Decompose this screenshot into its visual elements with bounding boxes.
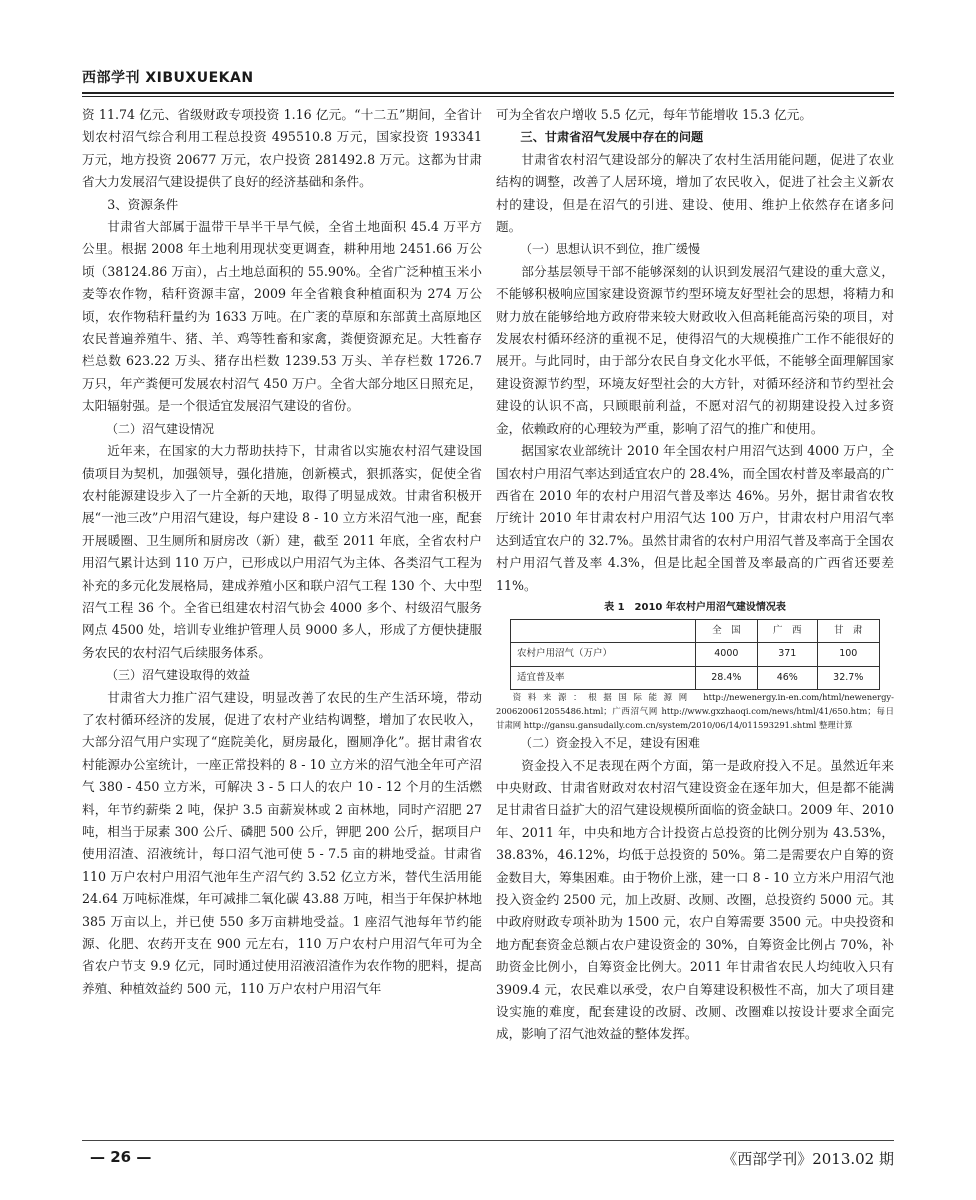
table-header-cell: 全 国: [695, 619, 757, 642]
table-source-note: 资料来源：根据国际能源网 http://newenergy.in-en.com/html/newenergy-2006200612055486.html；广西沼气网 http://www.gxzhaoqi.com/news/html/41/650.htm；每日甘肃网 http://gansu.gansudaily.com.cn/system/2010/06/14/011593291.shtml 整理计算: [496, 692, 894, 731]
subsection-heading: （二）沼气建设情况: [106, 421, 215, 436]
table-cell: 28.4%: [695, 666, 757, 689]
subsection-heading: （二）资金投入不足，建设有困难: [520, 736, 701, 751]
paragraph: 甘肃省大部属于温带干旱半干旱气候，全省土地面积 45.4 万平方公里。根据 2008 年土地利用现状变更调查，耕种用地 2451.66 万公顷（38124.86 万亩），占土地总面积的 55.90%。全省广泛种植玉米小麦等农作物，秸秆资源丰富，2009 年全省粮食种植面积为 274 万公顷，农作物秸秆量约为 1633 万吨。在广袤的草原和东部黄土高原地区农民普遍养殖牛、猪、羊、鸡等牲畜和家禽，粪便资源充足。大牲畜存栏总数 623.22 万头、猪存出栏数 1239.53 万头、羊存栏数 1726.7 万只，年产粪便可发展农村沼气 450 万户。全省大部分地区日照充足，太阳辐射强。是一个很适宜发展沼气建设的省份。: [82, 219, 482, 414]
subsection-heading: （三）沼气建设取得的效益: [106, 668, 251, 683]
header-rule: [82, 92, 894, 94]
paragraph: 资金投入不足表现在两个方面，第一是政府投入不足。虽然近年来中央财政、甘肃省财政对农村沼气建设资金在逐年加大，但是都不能满足甘肃省日益扩大的沼气建设规模所面临的资金缺口。2009 年、2010 年、2011 年，中央和地方合计投资占总投资的比例分别为 43.53%，38.83%，46.12%，均低于总投资的 50%。第二是需要农户自筹的资金数目大，筹集困难。由于物价上涨，建一口 8 - 10 立方米户用沼气池投入资金约 2500 元，加上改厨、改厕、改圈，总投资约 5000 元。其中政府财政专项补助为 1500 元，农户自筹需要 3500 元。中央投资和地方配套资金总额占农户建设资金的 30%，自筹资金比例占 70%，补助资金比例小，自筹资金比例大。2011 年甘肃省农民人均纯收入只有 3909.4 元，农民难以承受，农户自筹建设积极性不高，加大了项目建设实施的难度，配套建设的改厨、改厕、改圈难以按设计要求全面完成，影响了沼气池效益的整体发挥。: [496, 757, 894, 1042]
footer-rule: [82, 1140, 894, 1141]
table-cell: 4000: [695, 643, 757, 666]
paragraph: 资 11.74 亿元、省级财政专项投资 1.16 亿元。“十二五”期间，全省计划农村沼气综合利用工程总投资 495510.8 万元，国家投资 193341 万元，地方投资 20677 万元，农户投资 281492.8 万元。这都为甘肃省大力发展沼气建设提供了良好的经济基础和条件。: [82, 107, 482, 190]
table-cell: 100: [817, 643, 879, 666]
table-header-cell: [511, 619, 696, 642]
data-table: [510, 619, 880, 690]
paragraph: 可为全省农户增收 5.5 亿元，每年节能增收 15.3 亿元。: [496, 107, 812, 122]
table-caption: 表 1 2010 年农村户用沼气建设情况表: [604, 601, 786, 613]
left-column: [82, 104, 482, 1000]
paragraph: 甘肃省农村沼气建设部分的解决了农村生活用能问题，促进了农业结构的调整，改善了人居环境，增加了农民收入，促进了社会主义新农村的建设，但是在沼气的引进、建设、使用、维护上依然存在诸多问题。: [496, 151, 894, 235]
table-row: [511, 643, 880, 666]
table-cell: 371: [758, 643, 817, 666]
right-column: [496, 104, 894, 1046]
table-cell: 46%: [758, 666, 817, 689]
paragraph: 近年来，在国家的大力帮助扶持下，甘肃省以实施农村沼气建设国债项目为契机，加强领导，强化措施，创新模式，狠抓落实，促使全省农村能源建设步入了一片全新的天地，取得了明显成效。甘肃省积极开展“一池三改”户用沼气建设，每户建设 8 - 10 立方米沼气池一座，配套开展暖圈、卫生厕所和厨房改（新）建，截至 2011 年底，全省农村户用沼气累计达到 110 万户，已形成以户用沼气为主体、各类沼气工程为补充的多元化发展格局，建成养殖小区和联户沼气工程 130 个、大中型沼气工程 36 个。全省已组建农村沼气协会 4000 多个、村级沼气服务网点 4500 处，培训专业维护管理人员 9000 多人，形成了方便快捷服务农民的农村沼气后续服务体系。: [82, 443, 482, 660]
paragraph: 甘肃省大力推广沼气建设，明显改善了农民的生产生活环境，带动了农村循环经济的发展，促进了农村产业结构调整，增加了农民收入，大部分沼气用户实现了“庭院美化，厨房最化，圈厕净化”。据甘肃省农村能源办公室统计，一座正常投料的 8 - 10 立方米的沼气池全年可产沼气 380 - 450 立方米，可解决 3 - 5 口人的农户 10 - 12 个月的生活燃料，年节约薪柴 2 吨，保护 3.5 亩薪炭林或 2 亩林地，同时产沼肥 27 吨，相当于尿素 300 公斤、磷肥 500 公斤，钾肥 200 公斤，据项目户使用沼渣、沼液统计，每口沼气池可使 5 - 7.5 亩的耕地受益。甘肃省 110 万户农村户用沼气池年生产沼气约 3.52 亿立方米，替代生活用能 24.64 万吨标准煤，年可减排二氧化碳 43.88 万吨，相当于年保护林地 385 万亩以上，并已使 550 多万亩耕地受益。1 座沼气池每年节约能源、化肥、农药开支在 900 元左右，110 万户农村户用沼气年可为全省农户节支 9.9 亿元，同时通过使用沼液沼渣作为农作物的肥料，提高养殖、种植效益约 500 元，110 万户农村户用沼气年: [82, 689, 482, 996]
header-rule-thin: [82, 96, 894, 97]
table-cell: 农村户用沼气（万户）: [511, 643, 696, 666]
table-header-row: [511, 619, 880, 642]
paragraph: 部分基层领导干部不能够深刻的认识到发展沼气建设的重大意义，不能够积极响应国家建设资源节约型环境友好型社会的思想，将精力和财力放在能够给地方政府带来较大财政收入但高耗能高污染的项目，对发展农村循环经济的重视不足，使得沼气的大规模推广工作不能很好的展开。与此同时，由于部分农民自身文化水平低，不能够全面理解国家建设资源节约型，环境友好型社会的大方针，对循环经济和节约型社会建设的认识不高，只顾眼前利益，不愿对沼气的初期建设投入过多资金，依赖政府的心理较为严重，影响了沼气的推广和使用。: [496, 263, 894, 436]
paragraph: 据国家农业部统计 2010 年全国农村户用沼气达到 4000 万户，全国农村户用沼气率达到适宜农户的 28.4%，而全国农村普及率最高的广西省在 2010 年的农村户用沼气普及率达 46%。另外，据甘肃省农牧厅统计 2010 年甘肃农村户用沼气达 100 万户，甘肃农村户用沼气率达到适宜农户的 32.7%。虽然甘肃省的农村户用沼气普及率高于全国农村户用沼气普及率 4.3%，但是比起全国普及率最高的广西省还要差 11%。: [496, 443, 894, 593]
table-header-cell: 甘 肃: [817, 619, 879, 642]
page-number: — 26 —: [90, 1148, 152, 1166]
table-cell: 32.7%: [817, 666, 879, 689]
section-heading: 3、资源条件: [107, 196, 179, 212]
table-header-cell: 广 西: [758, 619, 817, 642]
table-cell: 适宜普及率: [511, 666, 696, 689]
journal-issue: 《西部学刊》2013.02 期: [722, 1150, 894, 1168]
subsection-heading: （一）思想认识不到位，推广缓慢: [520, 242, 701, 257]
journal-header: 西部学刊 XIBUXUEKAN: [82, 70, 254, 86]
section-heading: 三、甘肃省沼气发展中存在的问题: [520, 130, 704, 145]
table-row: [511, 666, 880, 689]
